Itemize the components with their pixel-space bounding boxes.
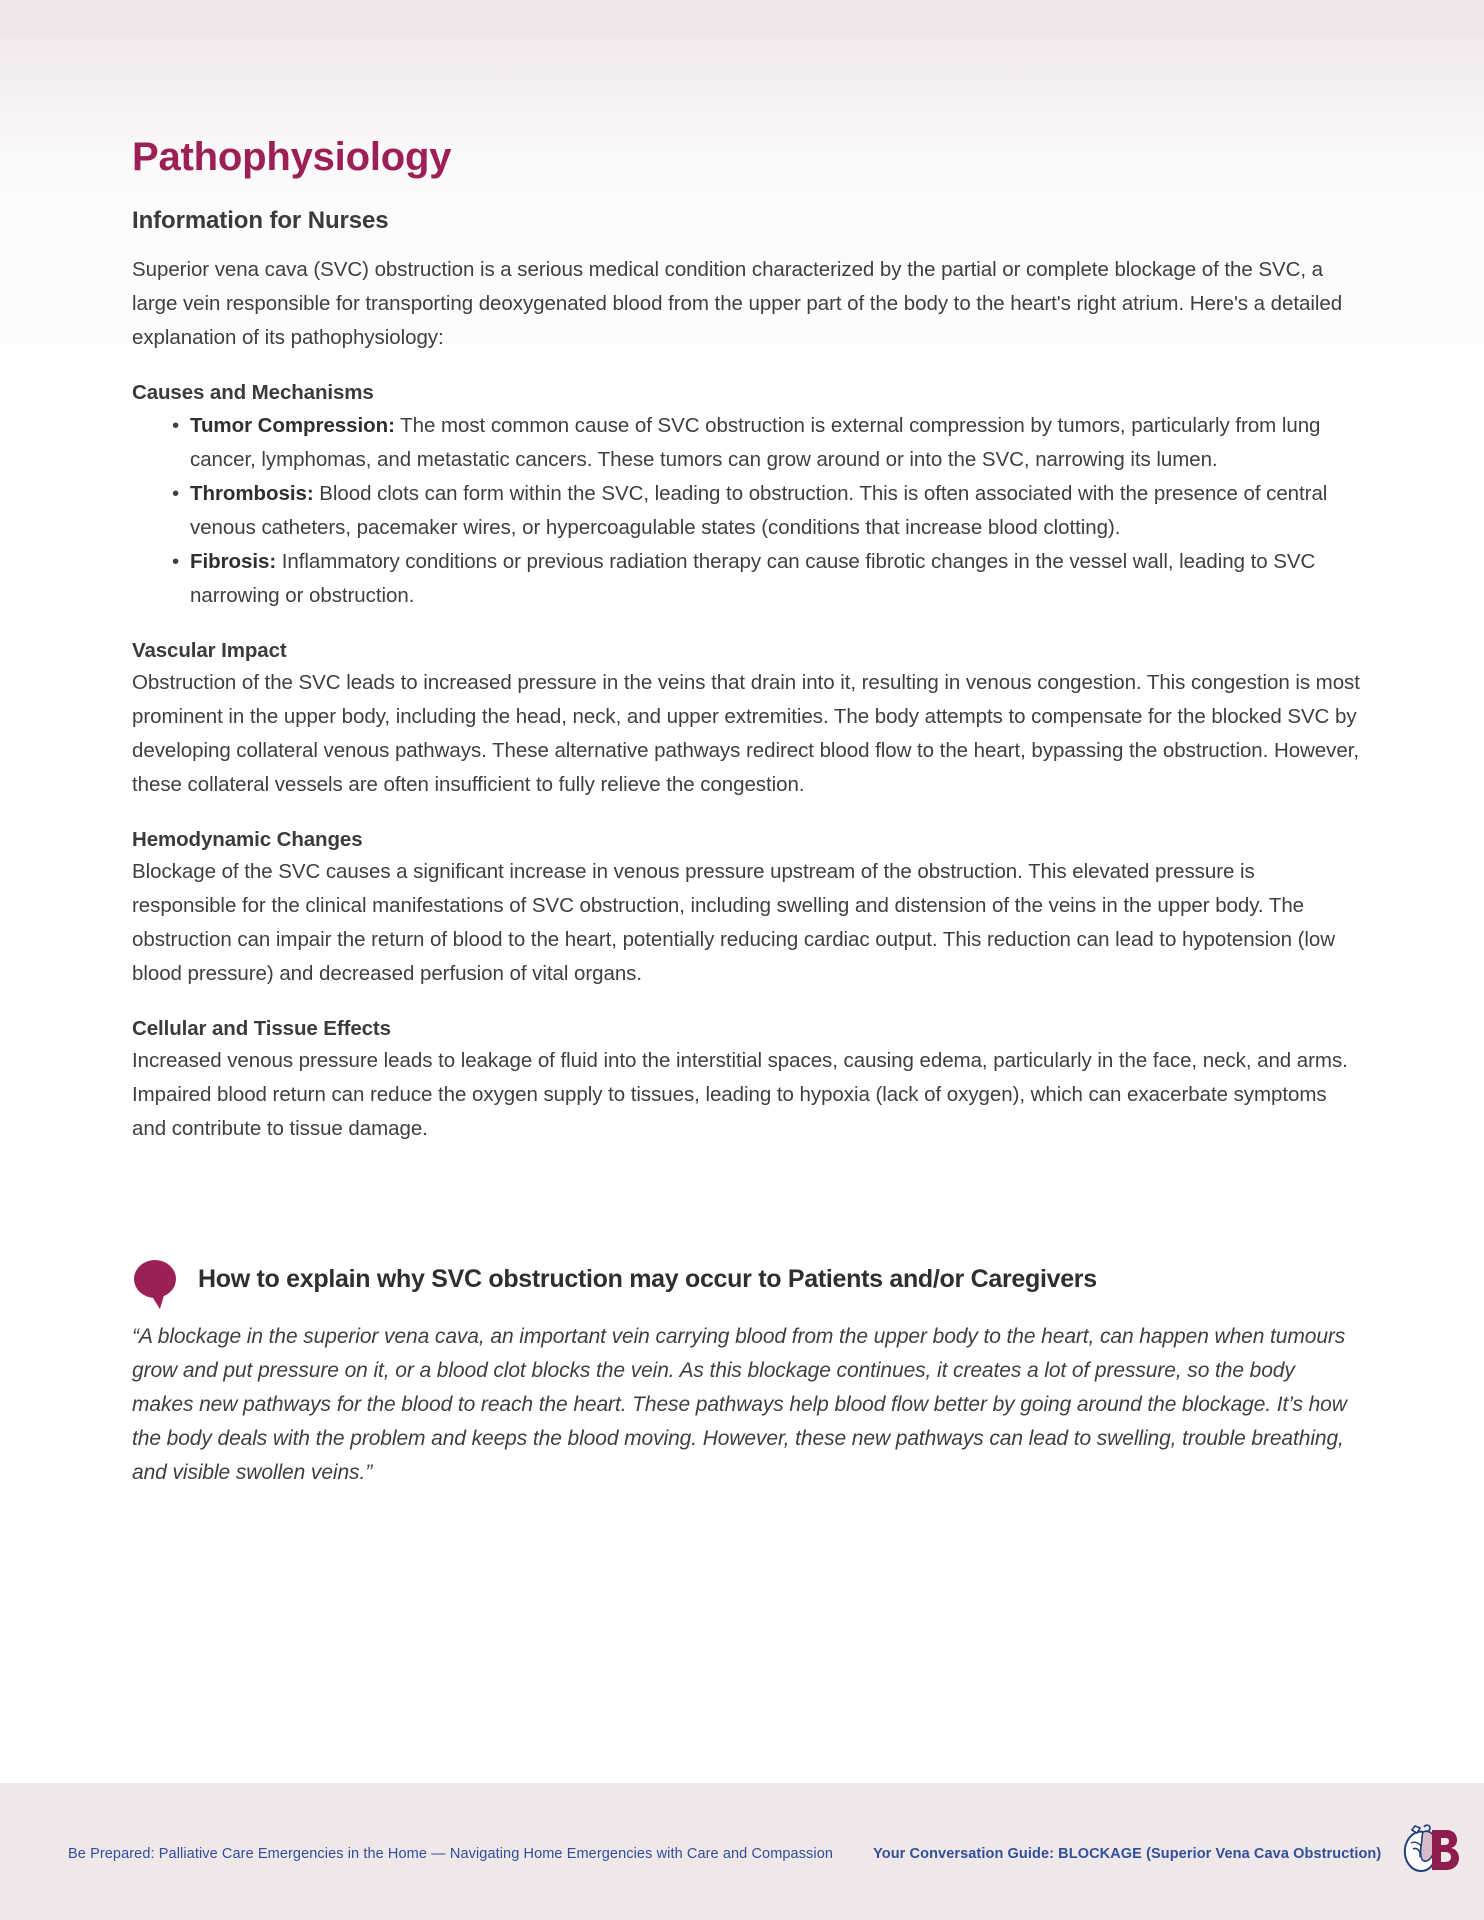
intro-paragraph: Superior vena cava (SVC) obstruction is a serious medical condition characterized by the partial or complete blockage of the SVC, a large vein responsible for transporting deoxygenated blood from the upper part of the body to the heart's right atrium. Here's a detailed explanation of its pathophysiology: — [132, 258, 1343, 349]
list-item-term: Tumor Compression: — [190, 414, 395, 437]
footer-guide-title: Your Conversation Guide: BLOCKAGE (Superior Vena Cava Obstruction) — [873, 1846, 1382, 1862]
bullet-marker: • — [172, 414, 180, 437]
list-item — [172, 409, 1362, 477]
callout-header — [132, 1258, 1362, 1304]
bullet-marker: • — [172, 482, 180, 505]
speech-bubble-icon — [132, 1260, 180, 1304]
section-subtitle: Information for Nurses — [132, 207, 389, 234]
heading-causes-and-mechanisms: Causes and Mechanisms — [132, 381, 374, 404]
footer-inner — [68, 1825, 1424, 1883]
speech-bubble-body — [134, 1260, 176, 1298]
list-item — [172, 545, 1362, 613]
list-item-term: Fibrosis: — [190, 550, 277, 573]
list-item — [172, 477, 1362, 545]
list-item-text: Inflammatory conditions or previous radiation therapy can cause fibrotic changes in the vessel wall, leading to SVC narrowing or obstruction. — [190, 550, 1316, 607]
page-title: Pathophysiology — [132, 135, 452, 179]
heading-hemodynamic-changes: Hemodynamic Changes — [132, 828, 363, 851]
causes-bullet-list — [132, 409, 1362, 613]
page-footer — [0, 1783, 1484, 1920]
paragraph-vascular-impact: Obstruction of the SVC leads to increased pressure in the veins that drain into it, resulting in venous congestion. This congestion is most prominent in the upper body, including the head, neck, and upper extremities. The body attempts to compensate for the blocked SVC by developing collateral venous pathways. These alternative pathways redirect blood flow to the heart, bypassing the obstruction. However, these collateral vessels are often insufficient to fully relieve the congestion. — [132, 671, 1360, 796]
footer-series-title: Be Prepared: Palliative Care Emergencies in the Home — Navigating Home Emergencies with Care and Compassion — [68, 1846, 834, 1862]
paragraph-hemodynamic-changes: Blockage of the SVC causes a significant increase in venous pressure upstream of the obstruction. This elevated pressure is responsible for the clinical manifestations of SVC obstruction, including swelling and distension of the veins in the upper body. The obstruction can impair the return of blood to the heart, potentially reducing cardiac output. This reduction can lead to hypotension (low blood pressure) and decreased perfusion of vital organs. — [132, 860, 1335, 985]
heading-vascular-impact: Vascular Impact — [132, 639, 287, 662]
heart-b-logo — [1399, 1821, 1461, 1879]
list-item-text: Blood clots can form within the SVC, leading to obstruction. This is often associated with the presence of central venous catheters, pacemaker wires, or hypercoagulable states (conditions that increase blood clotting). — [190, 482, 1328, 539]
list-item-term: Thrombosis: — [190, 482, 314, 505]
list-item-text: The most common cause of SVC obstruction is external compression by tumors, particularly from lung cancer, lymphomas, and metastatic cancers. These tumors can grow around or into the SVC, narrowing its lumen. — [190, 414, 1321, 471]
heading-cellular-and-tissue-effects: Cellular and Tissue Effects — [132, 1017, 391, 1040]
document-content — [132, 0, 1362, 1490]
callout-title: How to explain why SVC obstruction may occur to Patients and/or Caregivers — [198, 1265, 1097, 1293]
bullet-marker: • — [172, 550, 180, 573]
paragraph-cellular-and-tissue-effects: Increased venous pressure leads to leakage of fluid into the interstitial spaces, causing edema, particularly in the face, neck, and arms. Impaired blood return can reduce the oxygen supply to tissues, leading to hypoxia (lack of oxygen), which can exacerbate symptoms and contribute to tissue damage. — [132, 1049, 1348, 1140]
patient-explanation-quote: “A blockage in the superior vena cava, an important vein carrying blood from the upper body to the heart, can happen when tumours grow and put pressure on it, or a blood clot blocks the vein. As this blockage continues, it creates a lot of pressure, so the body makes new pathways for the blood to reach the heart. These pathways help blood flow better by going around the blockage. It’s how the body deals with the problem and keeps the blood moving. However, these new pathways can lead to swelling, trouble breathing, and visible swollen veins.” — [132, 1325, 1347, 1484]
